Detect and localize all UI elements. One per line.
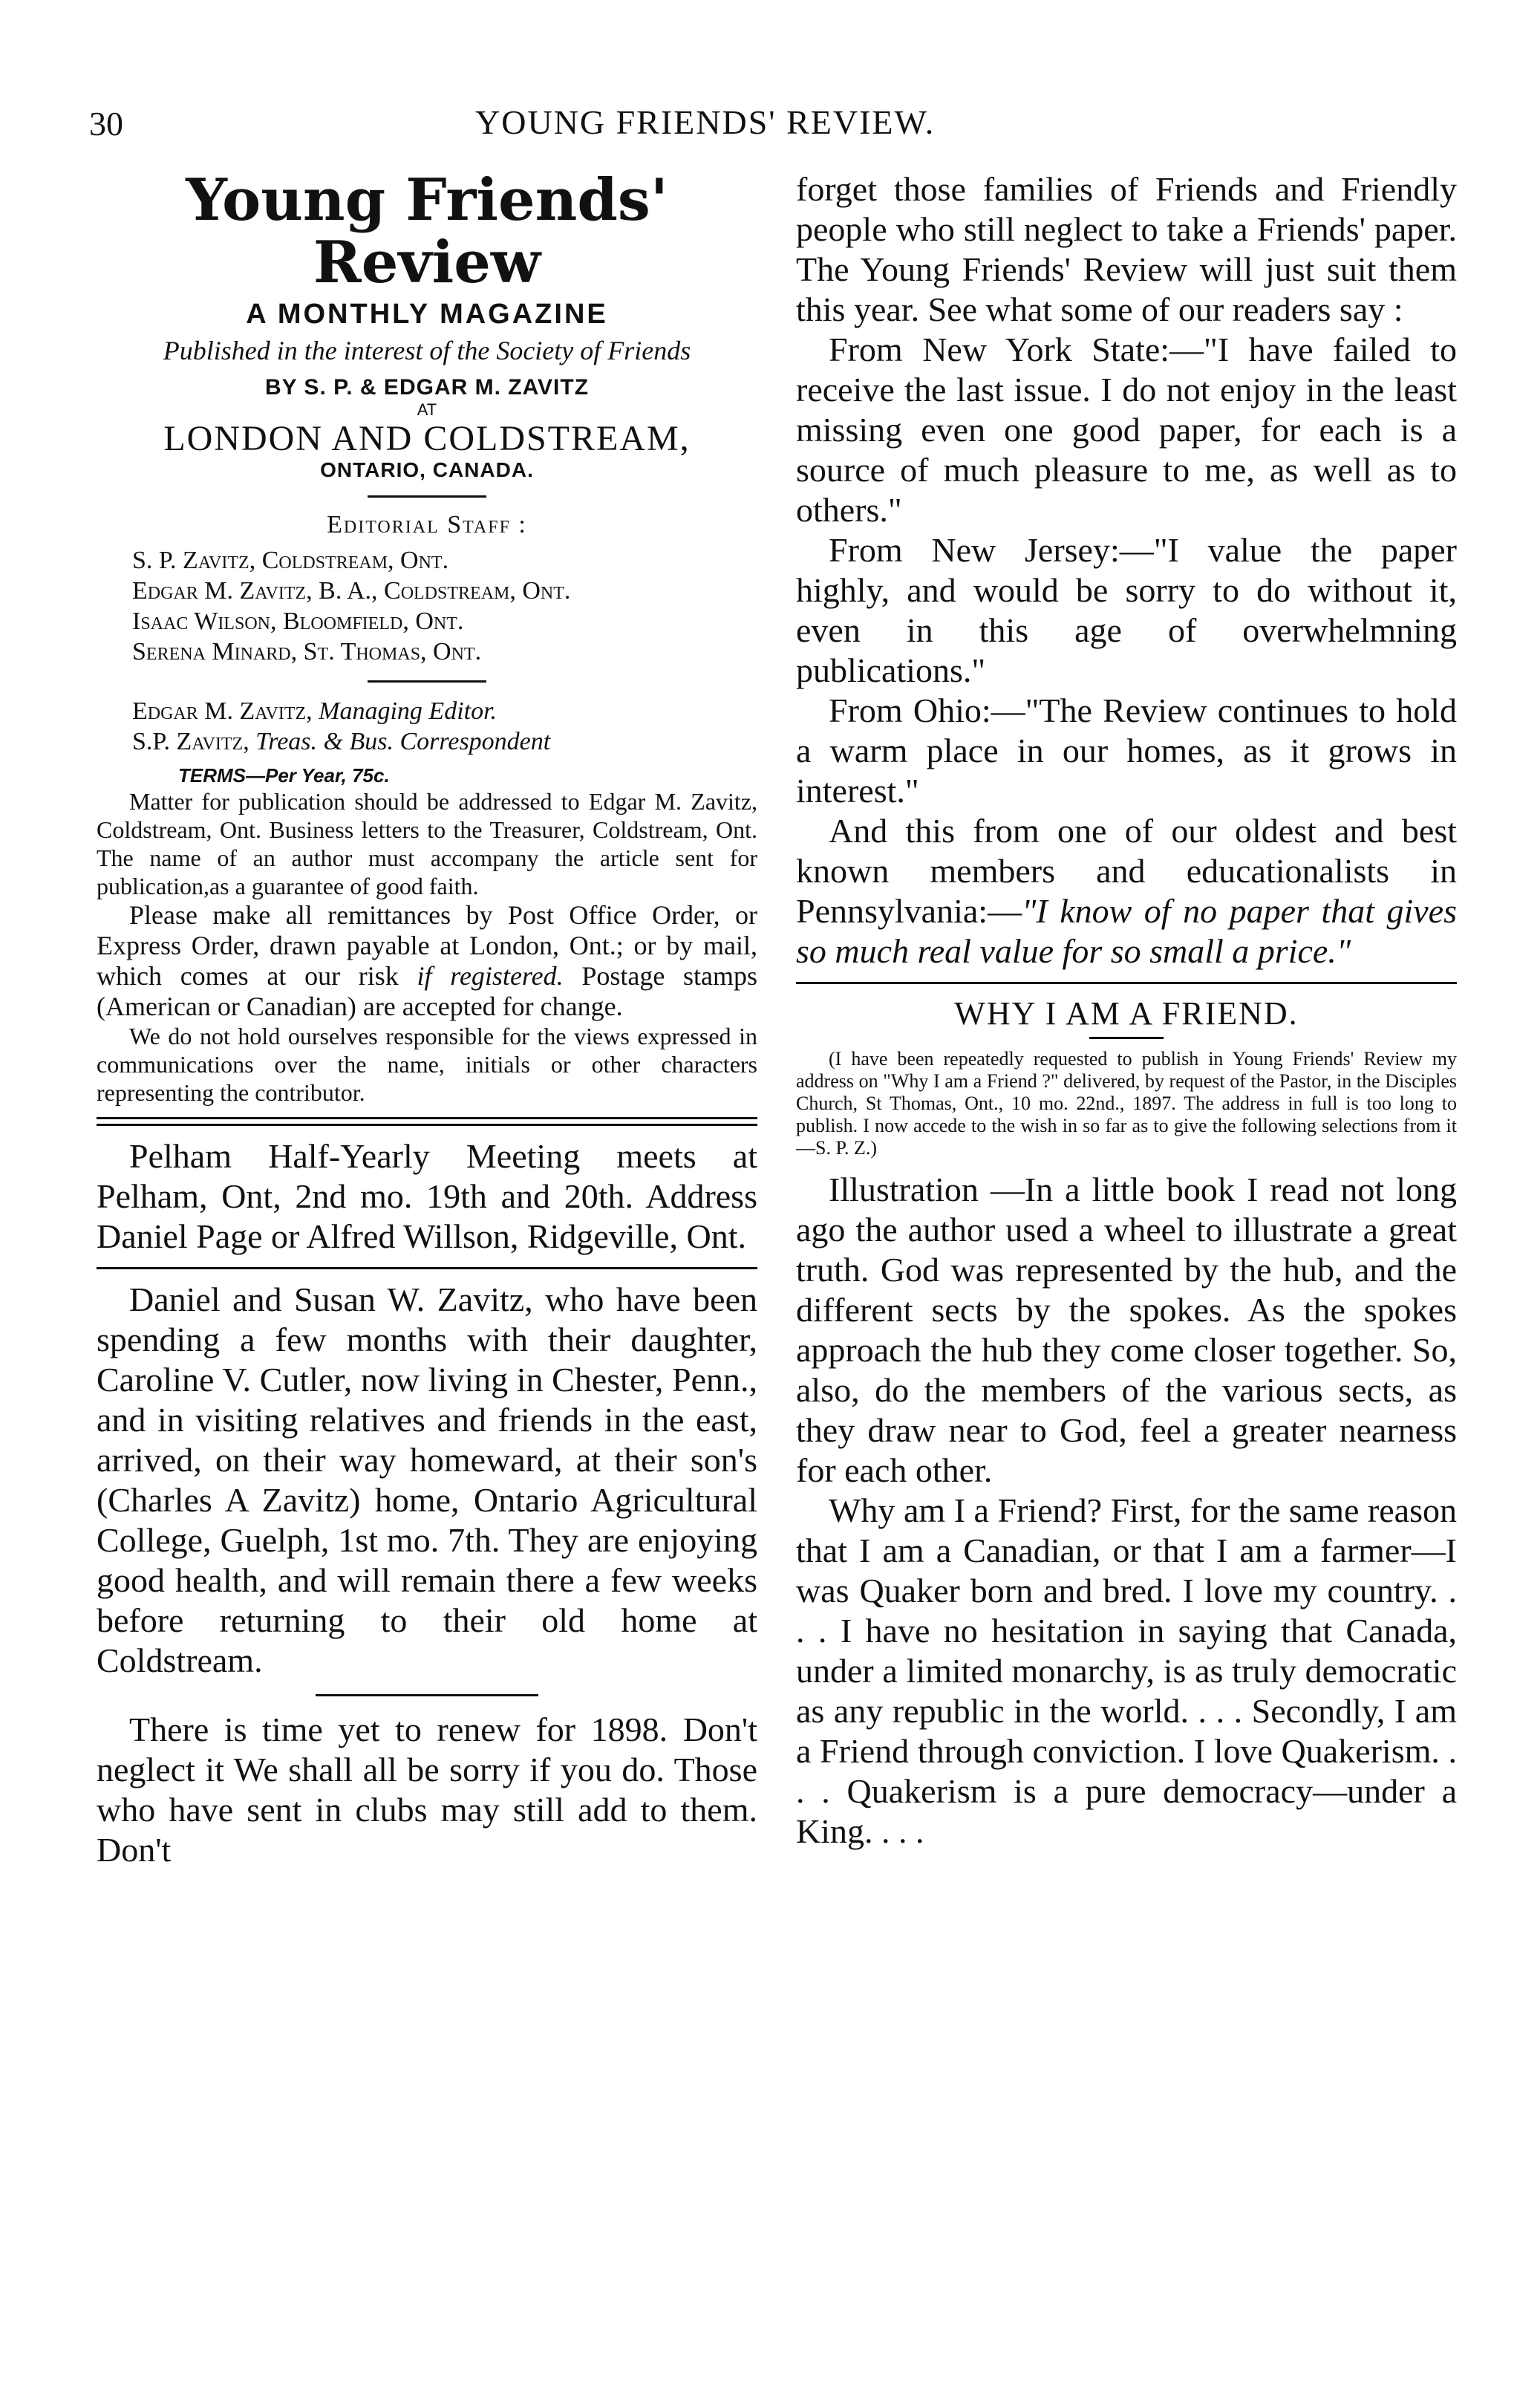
masthead-published: Published in the interest of the Society of Friends: [163, 336, 691, 365]
divider: [368, 680, 486, 683]
terms: TERMS—Per Year, 75c.: [178, 764, 390, 787]
left-column: [97, 166, 758, 1870]
notice-remittances: [97, 900, 757, 1022]
notice-remit-text: Please make all remittances by Post Office Order, or Express Order, drawn payable at London, Ont.; or by mail, which comes at our risk: [97, 900, 757, 991]
masthead-by: BY S. P. & EDGAR M. ZAVITZ: [264, 375, 590, 400]
managing-editor-role: Managing Editor.: [319, 697, 497, 725]
quote-pennsylvania-text: And this from one of our oldest and best known members and educationalists in Pennsylvania:—: [796, 812, 1457, 930]
notice-responsibility: We do not hold ourselves responsible for the views expressed in communications over the name, initials or other characters representing the contributor.: [97, 1023, 757, 1106]
notice-remit-italic: if registered.: [417, 961, 564, 991]
treasurer-name: S.P. Zavitz,: [132, 728, 249, 755]
masthead-title: Young Friends' Review: [186, 166, 668, 296]
managing-editor: [132, 696, 757, 726]
masthead-province: ONTARIO, CANADA.: [320, 458, 534, 481]
divider: [316, 1694, 538, 1696]
divider: [1089, 1037, 1164, 1039]
notice-matter: Matter for publication should be addressed to Edgar M. Zavitz, Coldstream, Ont. Business letters to the Treasurer, Coldstream, Ont. The name of an author must accompany the article sent for publication,as a guarantee of good faith.: [97, 788, 757, 899]
divider: [368, 495, 486, 498]
paragraph-illustration: Illustration —In a little book I read not long ago the author used a wheel to illustrate a great truth. God was represented by the hub, and the different sects by the spokes. As the spokes approach the hub they come closer together. So, also, do the members of the various sects, as they draw near to God, feel a greater nearness for each other.: [796, 1171, 1457, 1489]
section-title: WHY I AM A FRIEND.: [954, 995, 1299, 1032]
masthead-at: AT: [417, 400, 437, 419]
quote-new-jersey: From New Jersey:—"I value the paper highly, and would be sorry to do without it, even in this age of overwhelmning publications.": [796, 531, 1457, 689]
notice-remit-text-2: Postage stamps (American or Canadian) are accepted for change.: [97, 961, 758, 1021]
managing-editor-name: Edgar M. Zavitz,: [132, 697, 313, 725]
staff-member: Isaac Wilson, Bloomfield, Ont.: [132, 608, 464, 635]
running-title: YOUNG FRIENDS' REVIEW.: [475, 103, 936, 141]
masthead-subtitle: A MONTHLY MAGAZINE: [246, 299, 608, 330]
treasurer: [132, 726, 757, 757]
staff-member: S. P. Zavitz, Coldstream, Ont.: [132, 547, 449, 574]
staff-heading: Editorial Staff :: [327, 511, 527, 538]
paragraph-why: Why am I a Friend? First, for the same reason that I am a Canadian, or that I am a farmer—I was Quaker born and bred. I love my country. . . . I have no hesitation in saying that Canada, under a limited monarchy, is as truly democratic as any republic in the world. . . . Secondly, I am a Friend through conviction. I love Quakerism. . . . Quakerism is a pure democracy—under a King. . . .: [796, 1491, 1457, 1850]
right-column: [796, 169, 1457, 1852]
article-renew: There is time yet to renew for 1898. Don't neglect it We shall all be sorry if you do. Those who have sent in clubs may still add to them. Don't: [97, 1710, 757, 1869]
quote-pennsylvania-italic: "I know of no paper that gives so much real value for so small a price.": [796, 892, 1457, 970]
masthead-place: LONDON AND COLDSTREAM,: [163, 419, 691, 458]
article-pelham: Pelham Half-Yearly Meeting meets at Pelham, Ont, 2nd mo. 19th and 20th. Address Daniel Page or Alfred Willson, Ridgeville, Ont.: [97, 1137, 757, 1255]
article-zavitz: Daniel and Susan W. Zavitz, who have been spending a few months with their daughter, Caroline V. Cutler, now living in Chester, Penn., and in visiting relatives and friends in the east, arrived, on their way homeward, at their son's (Charles A Zavitz) home, Ontario Agricultural College, Guelph, 1st mo. 7th. They are enjoying good health, and will remain there a few weeks before returning to their old home at Coldstream.: [97, 1280, 757, 1679]
quote-ohio: From Ohio:—"The Review continues to hold a warm place in our homes, as it grows in interest.": [796, 691, 1457, 810]
treasurer-role: Treas. & Bus. Correspondent: [255, 728, 551, 755]
divider: [97, 1267, 757, 1269]
article-continuation: forget those families of Friends and Friendly people who still neglect to take a Friends' paper. The Young Friends' Review will just suit them this year. See what some of our readers say :: [796, 170, 1457, 328]
staff-member: Serena Minard, St. Thomas, Ont.: [132, 638, 482, 665]
double-rule: [97, 1117, 757, 1126]
quote-pennsylvania: [796, 811, 1457, 971]
quote-new-york: From New York State:—"I have failed to receive the last issue. I do not enjoy in the least missing even one good paper, for each is a source of much pleasure to me, as well as to others.": [796, 331, 1457, 529]
page-number: 30: [89, 105, 123, 143]
staff-member: Edgar M. Zavitz, B. A., Coldstream, Ont.: [132, 577, 571, 605]
section-note: (I have been repeatedly requested to publish in Young Friends' Review my address on "Why I am a Friend ?" delivered, by request of the Pastor, in the Disciples Church, St Thomas, Ont., 10 mo. 22nd., 1897. The address in full is too long to publish. I now accede to the wish in so far as to give the following selections from it —S. P. Z.): [796, 1048, 1457, 1159]
divider: [796, 982, 1457, 984]
